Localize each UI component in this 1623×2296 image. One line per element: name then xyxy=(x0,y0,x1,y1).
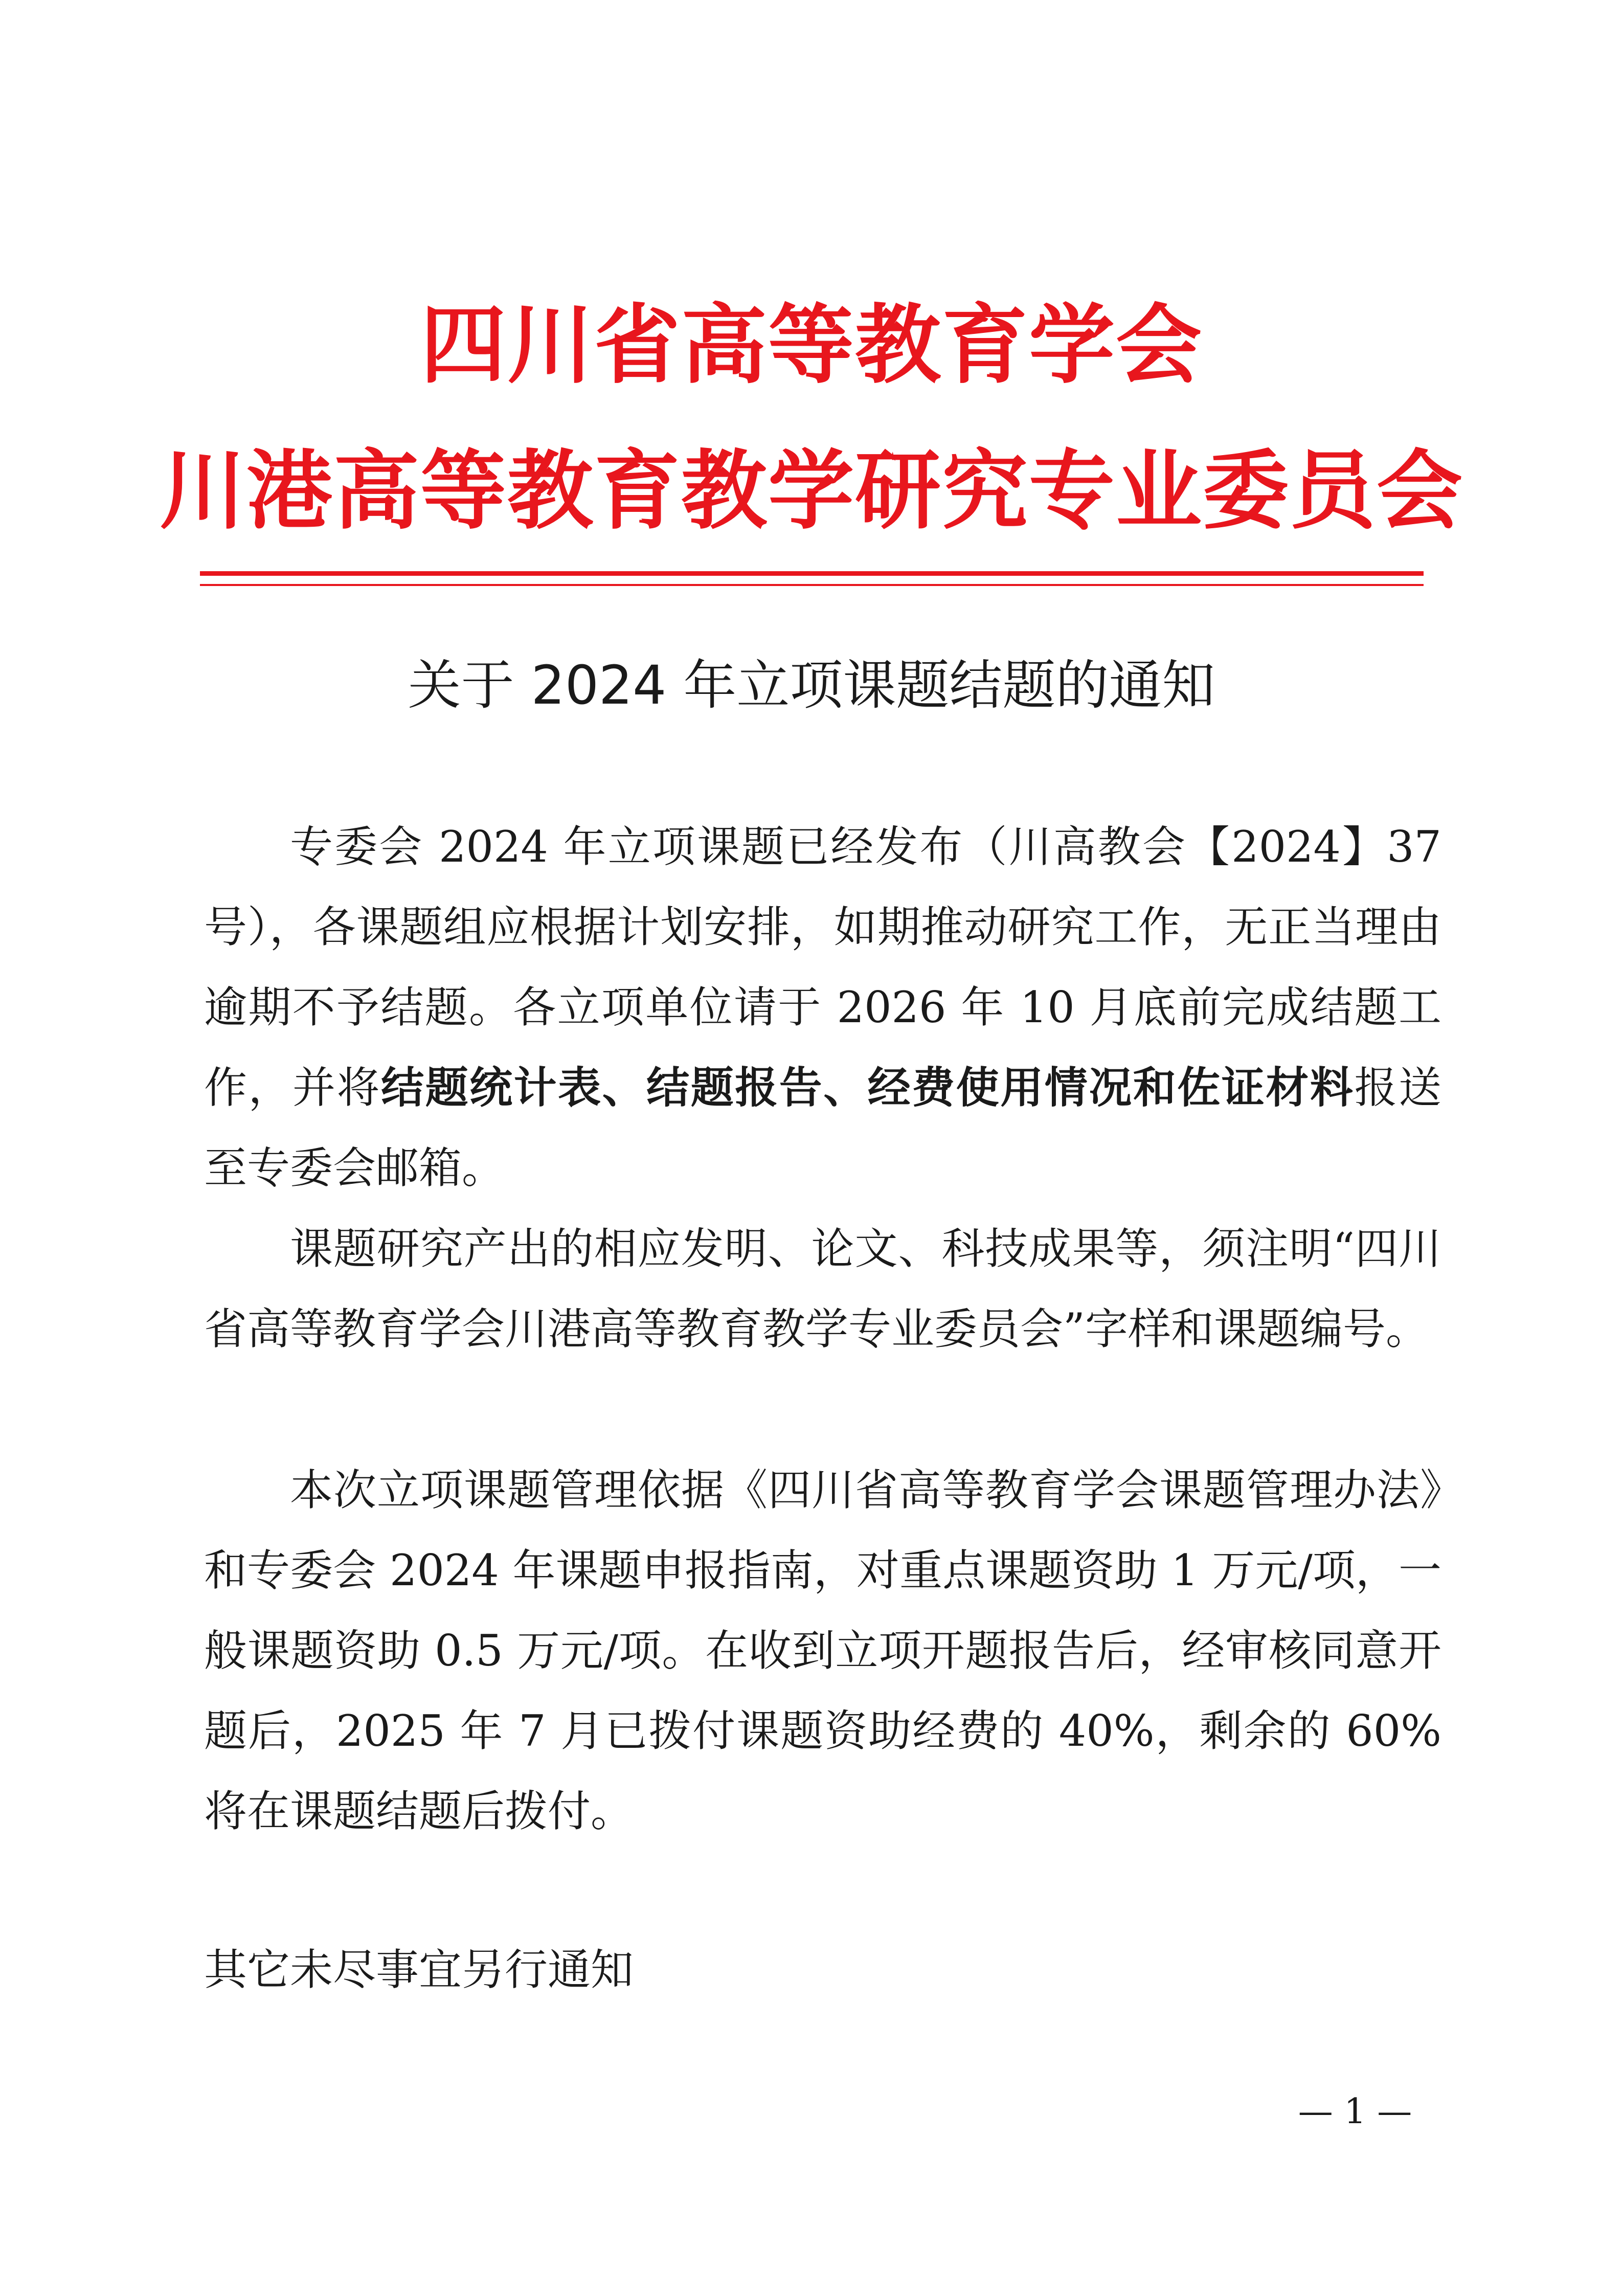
paragraph-deadline-text-end: 报送至专委会邮箱。 xyxy=(204,1063,1441,1193)
closing-remark: 其它未尽事宜另行通知 xyxy=(204,1945,634,1995)
paragraph-funding: 本次立项课题管理依据《四川省高等教育学会课题管理办法》和专委会 2024 年课题申报指南，对重点课题资助 1 万元/项，一般课题资助 0.5 万元/项。在收到立项开题报告后，经审核同意开题后，2025 年 7 月已拨付课题资助经费的 40%，剩余的 60%将在课题结题后拨付。 xyxy=(204,1465,1441,1836)
paragraph-deadline xyxy=(204,807,1441,1208)
letterhead-divider-thick xyxy=(200,571,1424,576)
letterhead-organization: 四川省高等教育学会 xyxy=(420,295,1203,395)
required-materials-emphasis: 结题统计表、结题报告、经费使用情况和佐证材料 xyxy=(381,1063,1355,1113)
document-title: 关于 2024 年立项课题结题的通知 xyxy=(408,654,1215,716)
letterhead-divider-thin xyxy=(200,584,1424,586)
paragraph-attribution: 课题研究产出的相应发明、论文、科技成果等，须注明“四川省高等教育学会川港高等教育教学专业委员会”字样和课题编号。 xyxy=(204,1224,1441,1354)
paragraph-deadline-text: 专委会 2024 年立项课题已经发布（川高教会【2024】37 号），各课题组应根据计划安排，如期推动研究工作，无正当理由逾期不予结题。各立项单位请于 2026 年 10 月底前完成结题工作，并将 xyxy=(204,822,1441,1113)
letterhead-committee: 川港高等教育教学研究专业委员会 xyxy=(160,441,1463,541)
page-number: — 1 — xyxy=(1298,2091,1412,2132)
